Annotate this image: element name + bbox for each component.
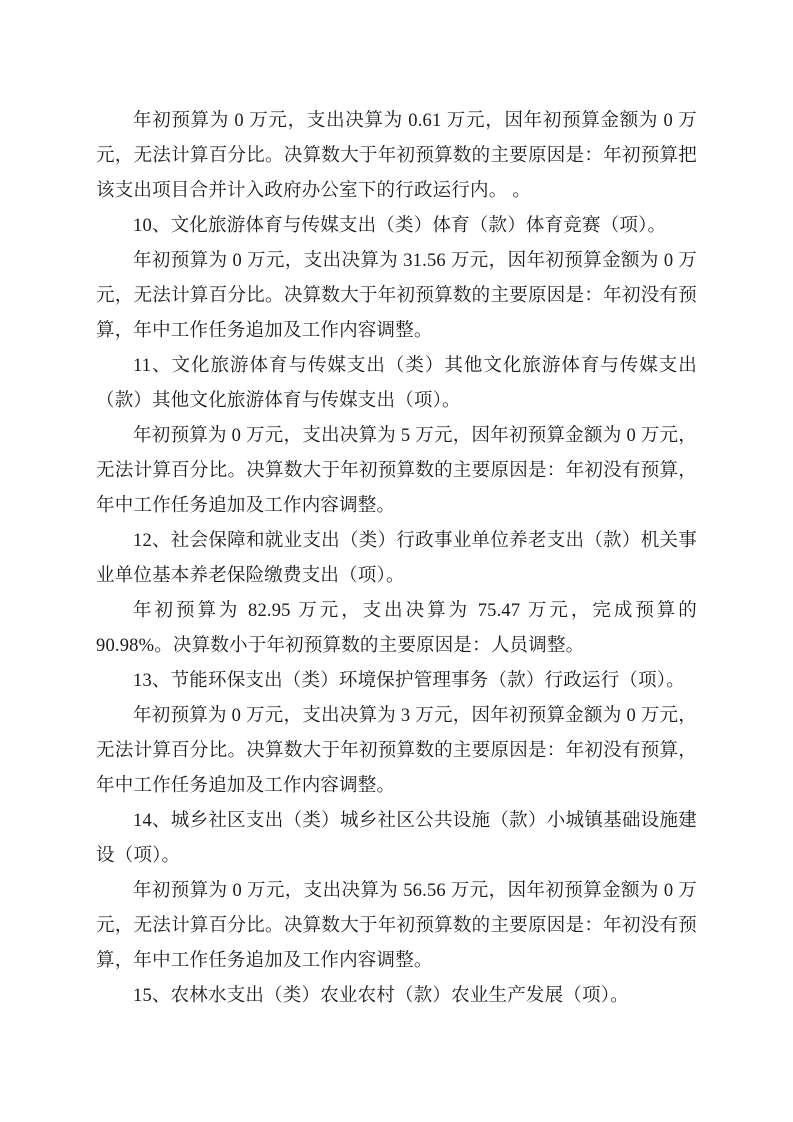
item-11-heading: 11、文化旅游体育与传媒支出（类）其他文化旅游体育与传媒支出（款）其他文化旅游体育与传媒支出（项）。 bbox=[96, 356, 697, 411]
item-15-heading: 15、农林水支出（类）农业农村（款）农业生产发展（项）。 bbox=[133, 986, 629, 1006]
item-11-budget-note: 年初预算为 0 万元，支出决算为 5 万元，因年初预算金额为 0 万元，无法计算百分比。决算数大于年初预算数的主要原因是：年初没有预算，年中工作任务追加及工作内容调整。 bbox=[96, 426, 697, 516]
item-14-heading: 14、城乡社区支出（类）城乡社区公共设施（款）小城镇基础设施建设（项）。 bbox=[96, 811, 697, 866]
item-9-budget-note: 年初预算为 0 万元，支出决算为 0.61 万元，因年初预算金额为 0 万元，无法计算百分比。决算数大于年初预算数的主要原因是：年初预算把该支出项目合并计入政府办公室下的行政运行内。 。 bbox=[96, 111, 697, 201]
document-body bbox=[96, 104, 697, 1014]
item-14-budget-note: 年初预算为 0 万元，支出决算为 56.56 万元，因年初预算金额为 0 万元，无法计算百分比。决算数大于年初预算数的主要原因是：年初没有预算，年中工作任务追加及工作内容调整。 bbox=[96, 881, 697, 971]
item-12-heading: 12、社会保障和就业支出（类）行政事业单位养老支出（款）机关事业单位基本养老保险缴费支出（项）。 bbox=[96, 531, 697, 586]
item-10-budget-note: 年初预算为 0 万元，支出决算为 31.56 万元，因年初预算金额为 0 万元，无法计算百分比。决算数大于年初预算数的主要原因是：年初没有预算，年中工作任务追加及工作内容调整。 bbox=[96, 251, 697, 341]
item-13-heading: 13、节能环保支出（类）环境保护管理事务（款）行政运行（项）。 bbox=[133, 671, 685, 691]
item-13-budget-note: 年初预算为 0 万元，支出决算为 3 万元，因年初预算金额为 0 万元，无法计算百分比。决算数大于年初预算数的主要原因是：年初没有预算，年中工作任务追加及工作内容调整。 bbox=[96, 706, 697, 796]
item-12-budget-note: 年初预算为 82.95 万元，支出决算为 75.47 万元，完成预算的 90.98%。决算数小于年初预算数的主要原因是：人员调整。 bbox=[96, 601, 697, 656]
item-10-heading: 10、文化旅游体育与传媒支出（类）体育（款）体育竞赛（项）。 bbox=[133, 216, 667, 236]
